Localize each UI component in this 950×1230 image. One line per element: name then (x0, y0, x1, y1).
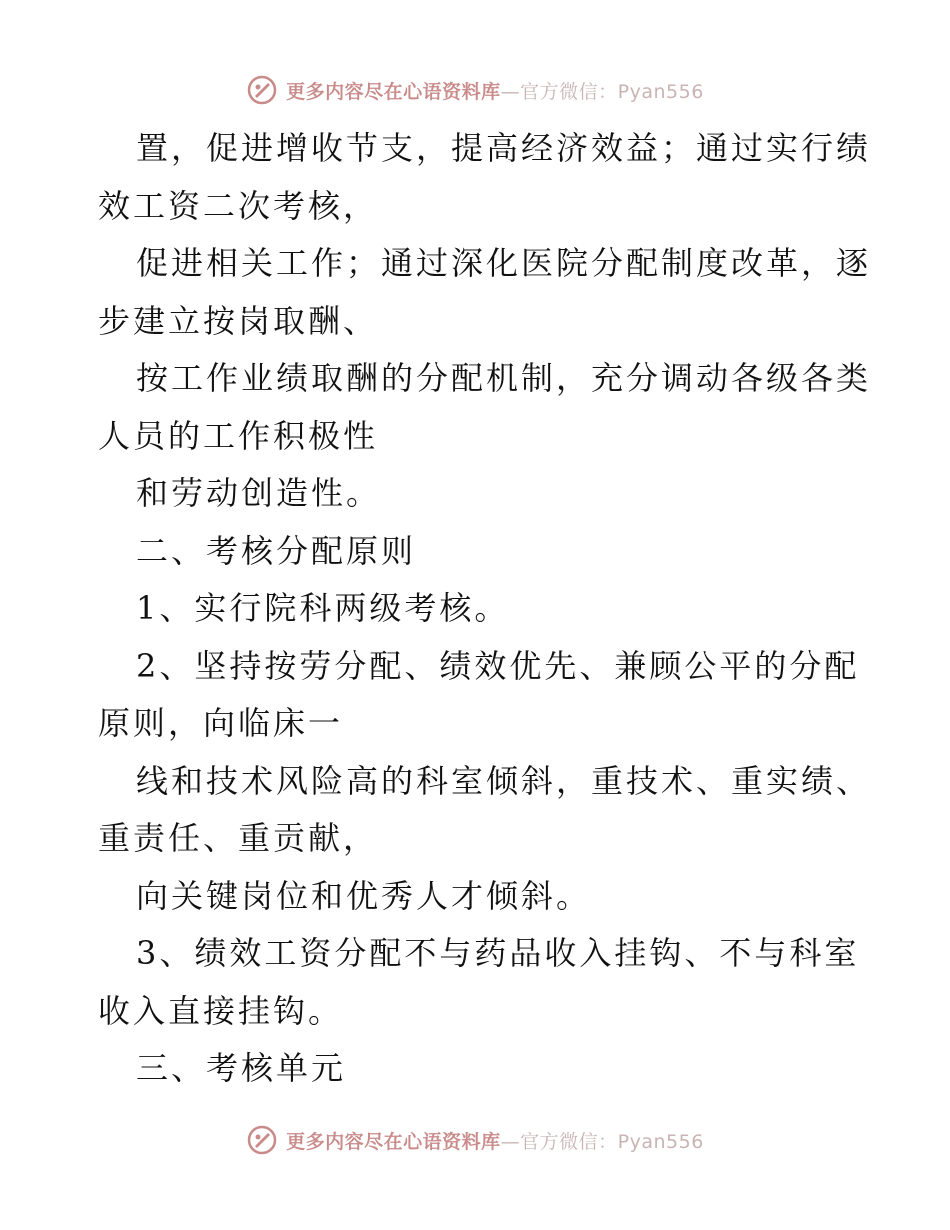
watermark-text (286, 77, 704, 104)
text-line: 线和技术风险高的科室倾斜，重技术、重实绩、 (136, 761, 872, 800)
watermark-separator: — (500, 1130, 521, 1153)
document-body (98, 120, 872, 1098)
watermark-brand: 更多内容尽在心语资料库 (286, 80, 501, 103)
text-line: 收入直接挂钩。 (98, 991, 344, 1030)
watermark-suffix: 官方微信：Pyan556 (520, 80, 704, 103)
text-line: 原则，向临床一 (98, 704, 344, 742)
section-heading: 二、考核分配原则 (136, 531, 417, 570)
watermark-suffix: 官方微信：Pyan556 (520, 1130, 704, 1153)
watermark-separator: — (500, 80, 521, 103)
text-line: 促进相关工作；通过深化医院分配制度改革，逐 (136, 244, 872, 282)
watermark-brand: 更多内容尽在心语资料库 (286, 1130, 501, 1153)
footer-watermark (0, 1120, 950, 1160)
text-line: 置，促进增收节支，提高经济效益；通过实行绩 (136, 129, 872, 167)
text-line: 重责任、重贡献， (98, 819, 379, 857)
text-line: 和劳动创造性。 (136, 474, 382, 512)
list-item: 3、绩效工资分配不与药品收入挂钩、不与科室 (136, 934, 860, 972)
list-item: 1、实行院科两级考核。 (136, 589, 510, 627)
header-watermark (0, 70, 950, 110)
text-line: 步建立按岗取酬、 (98, 301, 379, 340)
watermark-text (286, 1127, 704, 1154)
seal-logo-icon (246, 1124, 278, 1156)
section-heading: 三、考核单元 (136, 1049, 347, 1087)
text-line: 按工作业绩取酬的分配机制，充分调动各级各类 (136, 359, 872, 397)
seal-logo-icon (246, 74, 278, 106)
list-item: 2、坚持按劳分配、绩效优先、兼顾公平的分配 (136, 646, 860, 685)
text-line: 人员的工作积极性 (98, 416, 379, 455)
text-line: 效工资二次考核， (98, 186, 379, 225)
text-line: 向关键岗位和优秀人才倾斜。 (136, 876, 592, 915)
